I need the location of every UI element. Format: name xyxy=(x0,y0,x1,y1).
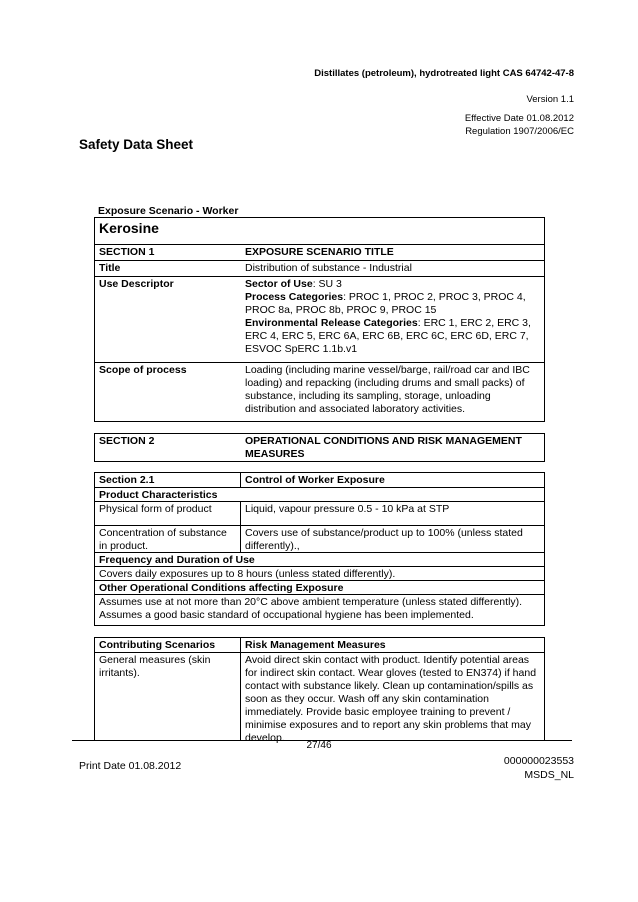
version: Version 1.1 xyxy=(526,94,574,105)
product-characteristics: Product Characteristics xyxy=(99,489,218,501)
section21-table xyxy=(94,472,545,626)
use-descriptor-label: Use Descriptor xyxy=(99,278,174,290)
kerosine-heading: Kerosine xyxy=(99,220,159,236)
sector-label: Sector of Use xyxy=(245,278,313,290)
section21-label: Section 2.1 xyxy=(95,473,241,487)
contributing-scenarios-header: Contributing Scenarios xyxy=(95,638,241,652)
section1-table xyxy=(94,217,545,422)
section21-heading: Control of Worker Exposure xyxy=(245,474,385,486)
concentration-value: Covers use of substance/product up to 100% (unless stated differently)., xyxy=(245,527,523,552)
general-measures-label: General measures (skin irritants). xyxy=(95,653,241,741)
frequency-label: Frequency and Duration of Use xyxy=(99,554,255,566)
physical-form-value: Liquid, vapour pressure 0.5 - 10 kPa at STP xyxy=(245,503,450,515)
document-code: MSDS_NL xyxy=(524,769,574,781)
risk-measures-header: Risk Management Measures xyxy=(245,639,386,651)
document-number: 000000023553 xyxy=(503,755,574,767)
document-id xyxy=(504,754,574,782)
erc-label: Environmental Release Categories xyxy=(245,317,418,329)
use-descriptor-value xyxy=(241,277,544,362)
section1-label: SECTION 1 xyxy=(99,246,155,258)
section2-table xyxy=(94,433,545,462)
page-title: Safety Data Sheet xyxy=(79,137,194,152)
proc-value: : PROC 1, PROC 2, PROC 3, PROC 4, PROC 8a, PROC 8b, PROC 9, PROC 15 xyxy=(245,291,526,316)
frequency-value: Covers daily exposures up to 8 hours (unless stated differently). xyxy=(99,568,396,580)
other-conditions-label: Other Operational Conditions affecting Exposure xyxy=(99,582,344,594)
sector-value: : SU 3 xyxy=(312,278,342,290)
regulation: Regulation 1907/2006/EC xyxy=(465,126,574,137)
scope-label: Scope of process xyxy=(99,364,187,376)
exposure-scenario-label: Exposure Scenario - Worker xyxy=(98,205,239,217)
other-conditions-value: Assumes use at not more than 20°C above ambient temperature (unless stated differently). Assumes a good basic standard of occupational hygiene has been implemented. xyxy=(99,596,523,621)
contributing-table xyxy=(94,637,545,744)
proc-label: Process Categories xyxy=(245,291,344,303)
product-name: Distillates (petroleum), hydrotreated light CAS 64742-47-8 xyxy=(314,68,574,79)
title-value: Distribution of substance - Industrial xyxy=(245,262,412,274)
erc-value: : ERC 1, ERC 2, ERC 3, ERC 4, ERC 5, ERC 6A, ERC 6B, ERC 6C, ERC 6D, ERC 7, ESVOC SpERC 1.1b.v1 xyxy=(245,317,531,355)
print-date: Print Date 01.08.2012 xyxy=(79,760,182,772)
concentration-label: Concentration of substance in product. xyxy=(95,526,241,552)
general-measures-value: Avoid direct skin contact with product. Identify potential areas for indirect skin contact. Wear gloves (tested to EN374) if hand contact with substance likely. Clean up contamination/spills as soon as they occur. Wash off any skin contamination immediately. Provide basic employee training to prevent / minimise exposures and to report any skin problems that may develop. xyxy=(245,654,537,744)
section2-heading: OPERATIONAL CONDITIONS AND RISK MANAGEMENT MEASURES xyxy=(245,435,522,460)
title-label: Title xyxy=(99,262,121,274)
effective-date: Effective Date 01.08.2012 xyxy=(464,113,574,124)
section1-heading: EXPOSURE SCENARIO TITLE xyxy=(245,246,394,258)
physical-form-label: Physical form of product xyxy=(95,502,241,525)
page-number: 27/46 xyxy=(306,740,332,751)
section2-label: SECTION 2 xyxy=(99,435,155,447)
scope-value: Loading (including marine vessel/barge, rail/road car and IBC loading) and repacking (including drums and small packs) of substance, including its sampling, storage, unloading distribution and associated laboratory activities. xyxy=(245,364,530,415)
